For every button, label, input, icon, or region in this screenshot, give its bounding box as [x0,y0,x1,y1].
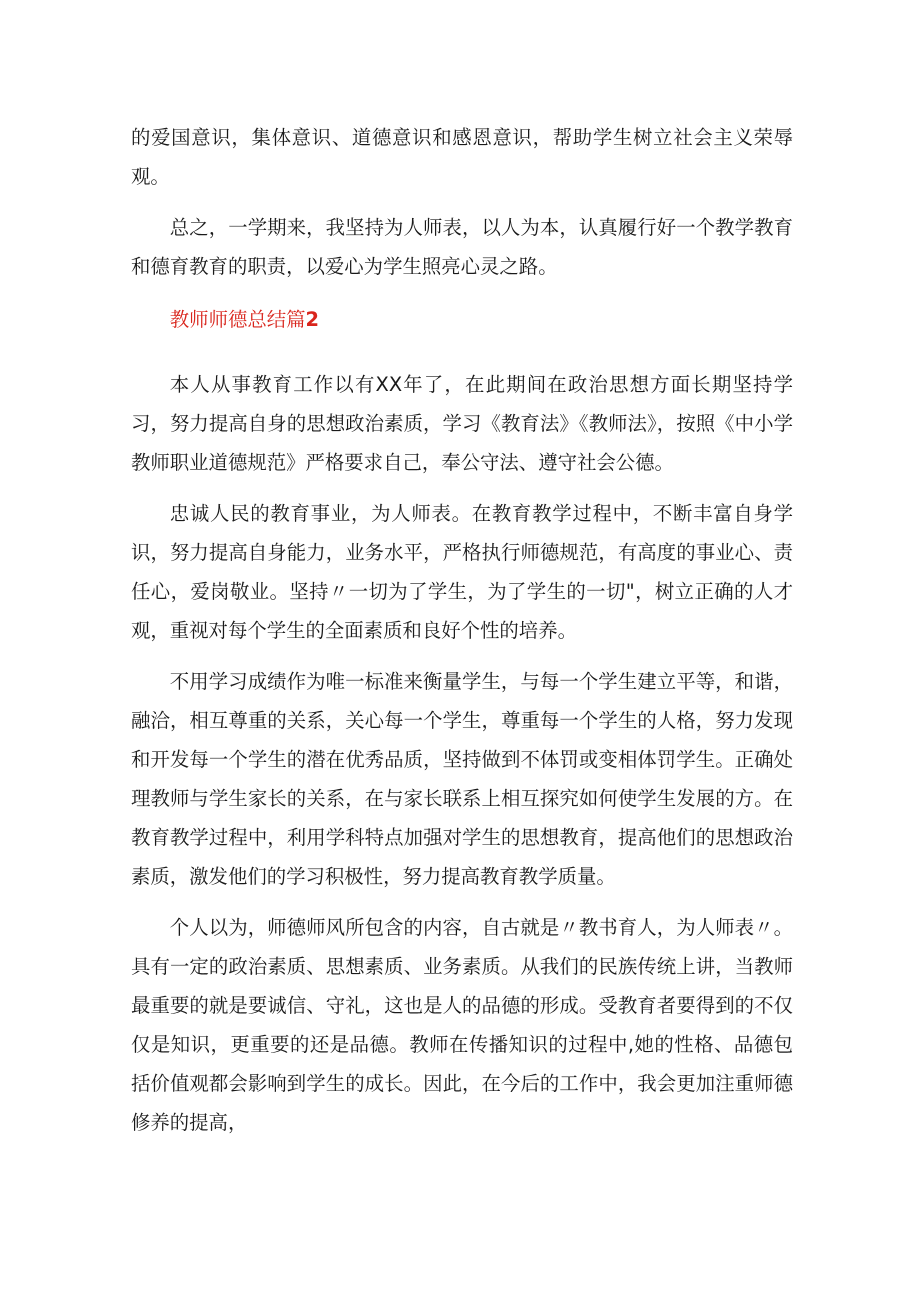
paragraph-conclusion: 总之，一学期来，我坚持为人师表，以人为本，认真履行好一个教学教育和德育教育的职责，以爱心为学生照亮心灵之路。 [131,216,793,278]
document-page [131,118,793,1142]
section-heading [131,300,793,339]
paragraph-intro: 本人从事教育工作以有XX年了，在此期间在政治思想方面长期坚持学习，努力提高自身的思想政治素质，学习《教育法》《教师法》，按照《中小学教师职业道德规范》严格要求自己，奉公守法、遵守社会公德。 [131,373,793,474]
section-heading-number: 2 [305,308,320,331]
paragraph-loyalty: 忠诚人民的教育事业，为人师表。在教育教学过程中，不断丰富自身学识，努力提高自身能力，业务水平，严格执行师德规范，有高度的事业心、责任心，爱岗敬业。坚持〃一切为了学生，为了学生的一切"，树立正确的人才观，重视对每个学生的全面素质和良好个性的培养。 [131,502,793,642]
section-heading-text: 教师师德总结篇 [169,308,306,331]
paragraph-continued: 的爱国意识，集体意识、道德意识和感恩意识，帮助学生树立社会主义荣辱观。 [131,126,793,188]
paragraph-ethics: 个人以为，师德师风所包含的内容，自古就是〃教书育人，为人师表〃。具有一定的政治素质、思想素质、业务素质。从我们的民族传统上讲，当教师最重要的就是要诚信、守礼，这也是人的品德的形成。受教育者要得到的不仅仅是知识，更重要的还是品德。教师在传播知识的过程中,她的性格、品德包括价值观都会影响到学生的成长。因此，在今后的工作中，我会更加注重师德修养的提高， [131,916,793,1134]
paragraph-equality: 不用学习成绩作为唯一标准来衡量学生，与每一个学生建立平等，和谐，融洽，相互尊重的关系，关心每一个学生，尊重每一个学生的人格，努力发现和开发每一个学生的潜在优秀品质，坚持做到不体罚或变相体罚学生。正确处理教师与学生家长的关系，在与家长联系上相互探究如何使学生发展的方。在教育教学过程中，利用学科特点加强对学生的思想教育，提高他们的思想政治素质，激发他们的学习积极性，努力提高教育教学质量。 [131,670,793,888]
